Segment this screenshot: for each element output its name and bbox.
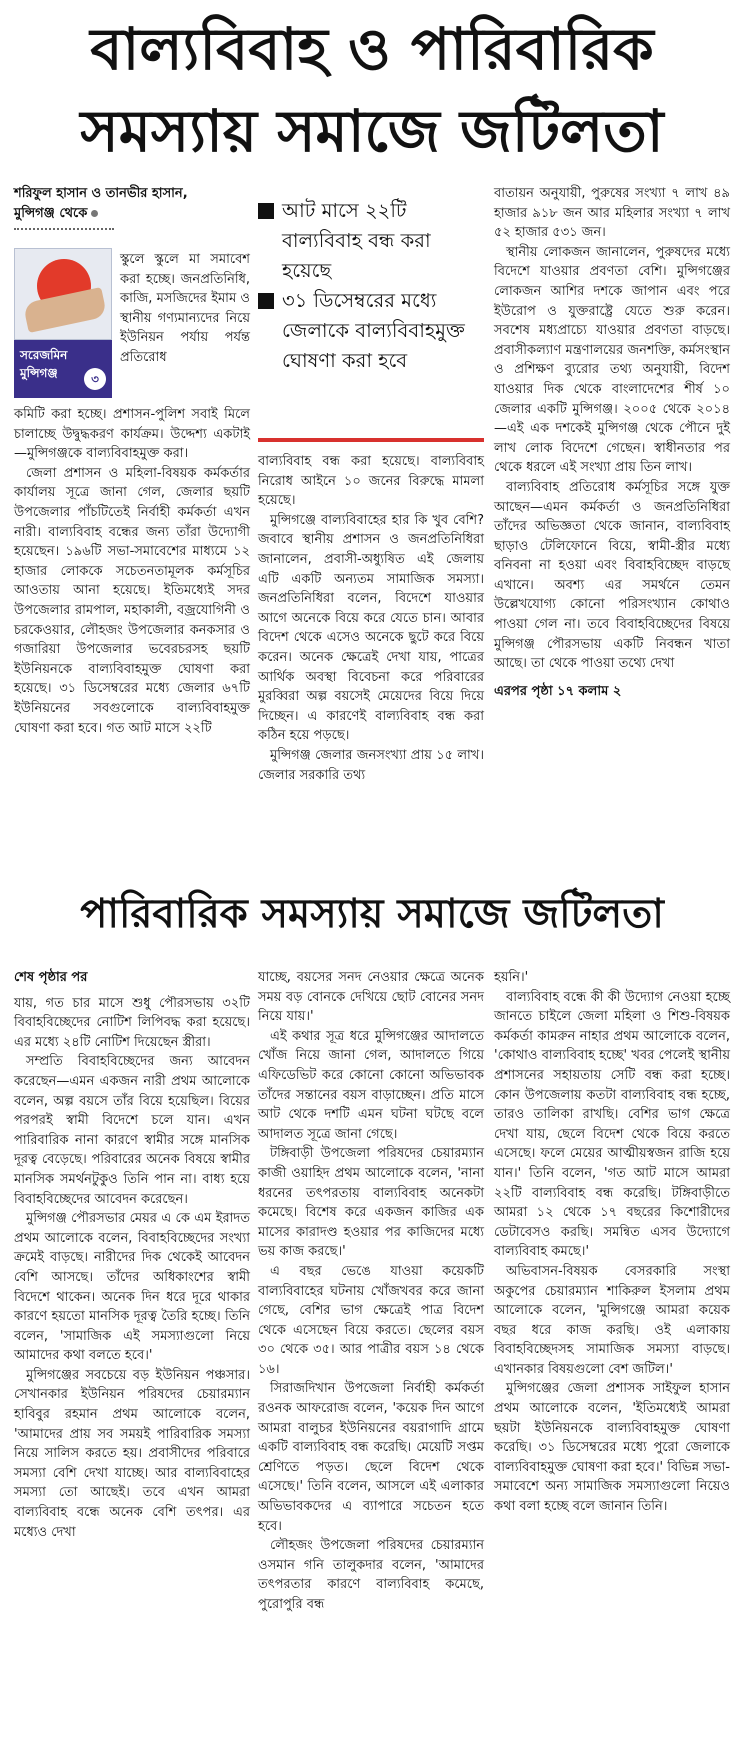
pull-quote-divider: [258, 438, 484, 442]
paragraph: এ বছর ভেঙে যাওয়া কয়েকটি বাল্যবিবাহের ঘটনায় খোঁজখবর করে জানা গেছে, বেশির ভাগ ক্ষেত্রেই পাত্র বিদেশ থেকে এসেছেন বিয়ে করতে। ছেলের বয়স ৩০ থেকে ৩৫। আর পাত্রীর বয়স ১৪ থেকে ১৬।: [258, 1263, 484, 1377]
badge-title: সরেজমিন: [20, 348, 68, 362]
paragraph: বাল্যবিবাহ বন্ধে কী কী উদ্যোগ নেওয়া হচ্ছে জানতে চাইলে জেলা মহিলা ও শিশু-বিষয়ক কর্মকর্তা কামরুন নাহার প্রথম আলোকে বলেন, 'কোথাও বাল্যবিবাহ হচ্ছে' খবর পেলেই স্থানীয় প্রশাসনের সহায়তায় সেটি বন্ধ করা হচ্ছে। কোন উপজেলায় কতটা বাল্যবিবাহ বন্ধ হচ্ছে, তারও তালিকা রাখছি। বেশির ভাগ ক্ষেত্রে দেখা যায়, ছেলে বিদেশ থেকে বিয়ে করতে এসেছে। ফলে মেয়ের আত্মীয়স্বজন রাজি হয়ে যান।' তিনি বলেন, 'গত আট মাসে আমরা ২২টি বাল্যবিবাহ বন্ধ করেছি। টঙ্গিবাড়ীতে আমরা ১২ থেকে ১৭ বছরের কিশোরীদের ডেটাবেসও করছি। সমন্বিত এসব উদ্যোগে বাল্যবিবাহ কমছে।': [494, 989, 730, 1260]
paragraph: বাল্যবিবাহ বন্ধ করা হয়েছে। বাল্যবিবাহ নিরোধ আইনে ১০ জনের বিরুদ্ধে মামলা হয়েছে।: [258, 454, 484, 509]
second-headline: পারিবারিক সমস্যায় সমাজে জটিলতা: [80, 891, 664, 937]
square-bullet-icon: [258, 203, 274, 219]
top-column-2: [258, 452, 484, 785]
paragraph: সম্প্রতি বিবাহবিচ্ছেদের জন্য আবেদন করেছেন—এমন একজন নারী প্রথম আলোকে বলেন, অল্প বয়সে তাঁর বিয়ে হয়েছিল। বিয়ের পরপরই স্বামী বিদেশে চলে যান। এখন পারিবারিক নানা কারণে স্বামীর সঙ্গে মানসিক দূরত্ব বেড়েছে। পরিবারের অনেক বিষয়ে স্বামীর মানসিক সমর্থনটুকুও তিনি পান না। বাধ্য হয়ে বিবাহবিচ্ছেদের আবেদন করেছেন।: [14, 1054, 250, 1207]
series-badge: [14, 248, 112, 398]
paragraph: স্থানীয় লোকজন জানালেন, পুরুষদের মধ্যে বিদেশে যাওয়ার প্রবণতা বেশি। মুন্সিগঞ্জের লোকজন আশির দশকে জাপান এবং পরে ইউরোপ ও যুক্তরাষ্ট্রে যেতে শুরু করেন। সবশেষ মধ্যপ্রাচ্যে যাওয়ার প্রবণতা বাড়ছে। প্রবাসীকল্যাণ মন্ত্রণালয়ের জনশক্তি, কর্মসংস্থান ও প্রশিক্ষণ ব্যুরোর তথ্য অনুযায়ী, বিদেশ যাওয়ার দিক থেকে বাংলাদেশের শীর্ষ ১০ জেলার একটি মুন্সিগঞ্জ। ২০০৫ থেকে ২০১৪—এই এক দশকেই মুন্সিগঞ্জ থেকে পৌনে দুই লাখ লোক বিদেশে গেছেন। স্বাধীনতার পর থেকে ধরলে এই সংখ্যা প্রায় তিন লাখ।: [494, 244, 730, 476]
paragraph: যায়, গত চার মাসে শুধু পৌরসভায় ৩২টি বিবাহবিচ্ছেদের নোটিশ লিপিবদ্ধ করা হয়েছে। এর মধ্যে ২৪টি নোটিশ দিয়েছেন স্ত্রীরা।: [14, 995, 250, 1050]
bullet-icon: [91, 210, 98, 217]
bottom-column-2: [258, 968, 484, 1615]
pull-quote-item-2: ৩১ ডিসেম্বরের মধ্যে জেলাকে বাল্যবিবাহমুক্ত ঘোষণা করা হবে: [258, 286, 484, 376]
pull-quote: [258, 196, 484, 376]
paragraph: জেলা প্রশাসন ও মহিলা-বিষয়ক কর্মকর্তার কার্যালয় সূত্রে জানা গেল, জেলার ছয়টি উপজেলার পাঁচটিতেই নির্বাহী কর্মকর্তা এখন নারী। বাল্যবিবাহ বন্ধের জন্য তাঁরা উদ্যোগী হয়েছেন। ১৯৬টি সভা-সমাবেশের মাধ্যমে ১২ হাজার লোককে সচেতনতামূলক কর্মসূচির আওতায় আনা হয়েছে। ইতিমধ্যেই সদর উপজেলার রামপাল, মহাকালী, বজ্রযোগিনী ও চরকেওয়ার, লৌহজং উপজেলার কনকসার ও গজারিয়া উপজেলার ভবেরচরসহ ছয়টি ইউনিয়নকে বাল্যবিবাহমুক্ত ঘোষণা করা হয়েছে। ৩১ ডিসেম্বরের মধ্যে জেলার ৬৭টি ইউনিয়নের সবগুলোকে বাল্যবিবাহমুক্ত ঘোষণা করা হবে। গত আট মাসে ২২টি: [14, 465, 250, 736]
badge-place: মুন্সিগঞ্জ: [20, 366, 58, 380]
pull-quote-item-1: আট মাসে ২২টি বাল্যবিবাহ বন্ধ করা হয়েছে: [258, 196, 484, 286]
badge-number: ৩: [84, 368, 106, 390]
paragraph: মুন্সিগঞ্জ পৌরসভার মেয়র এ কে এম ইরাদত প্রথম আলোকে বলেন, বিবাহবিচ্ছেদের সংখ্যা ক্রমেই বাড়ছে। নারীদের দিক থেকেই আবেদন বেশি আসছে। তাঁদের অধিকাংশের স্বামী বিদেশে থাকেন। অনেক দিন ধরে দূরে থাকার কারণে হয়তো মানসিক দূরত্ব তৈরি হচ্ছে। তিনি বলেন, 'সামাজিক এই সমস্যাগুলো নিয়ে আমাদের কথা বলতে হবে।': [14, 1211, 250, 1364]
paragraph: লৌহজং উপজেলা পরিষদের চেয়ারম্যান ওসমান গনি তালুকদার বলেন, 'আমাদের তৎপরতার কারণে বাল্যবিবাহ কমেছে, পুরোপুরি বন্ধ: [258, 1538, 484, 1612]
top-column-1: [14, 184, 250, 238]
headline-line-1: বাল্যবিবাহ ও পারিবারিক: [90, 15, 654, 83]
badge-illustration: [14, 248, 112, 340]
top-column-3: [494, 184, 730, 701]
badge-label: [14, 340, 112, 398]
paragraph: বাতায়ন অনুযায়ী, পুরুষের সংখ্যা ৭ লাখ ৪৯ হাজার ৯১৮ জন আর মহিলার সংখ্যা ৭ লাখ ৫২ হাজার ৫৩১ জন।: [494, 186, 730, 241]
byline-authors: শরিফুল হাসান ও তানভীর হাসান,: [14, 186, 188, 201]
paragraph: মুন্সিগঞ্জের জেলা প্রশাসক সাইফুল হাসান প্রথম আলোকে বলেন, 'ইতিমধ্যেই আমরা ছয়টা ইউনিয়নকে বাল্যবিবাহমুক্ত ঘোষণা করেছি। ৩১ ডিসেম্বরের মধ্যে পুরো জেলাকে বাল্যবিবাহমুক্ত ঘোষণা করা হবে।' বিভিন্ন সভা-সমাবেশে অন্য সামাজিক সমস্যাগুলো নিয়েও কথা বলা হচ্ছে বলে জানান তিনি।: [494, 1381, 730, 1515]
intro-wrap-text: স্কুলে স্কুলে মা সমাবেশ করা হচ্ছে। জনপ্রতিনিধি, কাজি, মসজিদের ইমাম ও স্থানীয় গণ্যমান্যদের নিয়ে ইউনিয়ন পর্যায় পর্যন্ত প্রতিরোধ: [120, 252, 250, 365]
byline-place: মুন্সিগঞ্জ থেকে: [14, 206, 88, 221]
top-column-1-body: [14, 405, 250, 738]
paragraph: অভিবাসন-বিষয়ক বেসরকারি সংস্থা অকুপের চেয়ারম্যান শাকিরুল ইসলাম প্রথম আলোকে বলেন, 'মুন্সিগঞ্জে আমরা কয়েক বছর ধরে কাজ করছি। ওই এলাকায় বিবাহবিচ্ছেদসহ সামাজিক সমস্যা বাড়ছে। এখানকার বিষয়গুলো বেশ জটিল।': [494, 1263, 730, 1377]
paragraph: মুন্সিগঞ্জ জেলার জনসংখ্যা প্রায় ১৫ লাখ। জেলার সরকারি তথ্য: [258, 747, 484, 783]
paragraph: এই কথার সূত্র ধরে মুন্সিগঞ্জের আদালতে খোঁজ নিয়ে জানা গেল, আদালতে গিয়ে এফিডেভিট করে কোনো কোনো অভিভাবক তাঁদের সন্তানের বয়স বাড়াচ্ছেন। প্রতি মাসে আট থেকে দশটি এমন ঘটনা ঘটছে বলে আদালত সূত্রে জানা গেছে।: [258, 1028, 484, 1142]
paragraph: যাচ্ছে, বয়সের সনদ নেওয়ার ক্ষেত্রে অনেক সময় বড় বোনকে দেখিয়ে ছোট বোনের সনদ নিয়ে যায়।': [258, 970, 484, 1025]
paragraph: কমিটি করা হচ্ছে। প্রশাসন-পুলিশ সবাই মিলে চালাচ্ছে উদ্বুদ্ধকরণ কার্যক্রম। উদ্দেশ্য একটাই—মুন্সিগঞ্জকে বাল্যবিবাহমুক্ত করা।: [14, 407, 250, 462]
headline-line-2: সমস্যায় সমাজে জটিলতা: [80, 97, 664, 165]
paragraph: টঙ্গিবাড়ী উপজেলা পরিষদের চেয়ারম্যান কাজী ওয়াহিদ প্রথম আলোকে বলেন, 'নানা ধরনের তৎপরতায় বাল্যবিবাহ অনেকটা কমেছে। বিশেষ করে একজন কাজির এক মাসের কারাদণ্ড হওয়ার পর কাজিদের মধ্যে ভয় কাজ করছে।': [258, 1146, 484, 1260]
from-last-page-label: শেষ পৃষ্ঠার পর: [14, 970, 88, 985]
byline-divider: [14, 228, 114, 230]
bottom-column-3: [494, 968, 730, 1517]
byline: [14, 184, 250, 224]
paragraph: হয়নি।': [494, 970, 529, 985]
bottom-column-1: [14, 968, 250, 1542]
paragraph: মুন্সিগঞ্জে বাল্যবিবাহের হার কি খুব বেশি? জবাবে স্থানীয় প্রশাসন ও জনপ্রতিনিধিরা জানালেন, প্রবাসী-অধ্যুষিত এই জেলায় এটি একটি অন্যতম সামাজিক সমস্যা। জনপ্রতিনিধিরা বলেন, বিদেশে যাওয়ার আগে অনেকে বিয়ে করে যেতে চান। আবার বিদেশ থেকে এসেও অনেকে ছুটে করে বিয়ে করেন। অনেক ক্ষেত্রেই দেখা যায়, পাত্রের আর্থিক অবস্থা বিবেচনা করে পরিবারের মুরব্বিরা অল্প বয়সেই মেয়েদের বিয়ে দিয়ে দিচ্ছেন। এ কারণেই বাল্যবিবাহ বন্ধ করা কঠিন হয়ে পড়ছে।: [258, 512, 484, 744]
hand-icon: [23, 287, 107, 333]
continued-note: এরপর পৃষ্ঠা ১৭ কলাম ২: [494, 683, 622, 699]
paragraph: সিরাজদিখান উপজেলা নির্বাহী কর্মকর্তা রওনক আফরোজ বলেন, 'কয়েক দিন আগে আমরা বালুচর ইউনিয়নের বয়রাগাদি গ্রামে একটি বাল্যবিবাহ বন্ধ করেছি। মেয়েটি সপ্তম শ্রেণিতে পড়ত। ছেলে বিদেশ থেকে এসেছে।' তিনি বলেন, আসলে এই এলাকার অভিভাবকদের এ ব্যাপারে সচেতন হতে হবে।: [258, 1381, 484, 1534]
square-bullet-icon: [258, 293, 274, 309]
paragraph: বাল্যবিবাহ প্রতিরোধ কর্মসূচির সঙ্গে যুক্ত আছেন—এমন কর্মকর্তা ও জনপ্রতিনিধিরা তাঁদের অভিজ্ঞতা থেকে জানান, বাল্যবিবাহ ছাড়াও টেলিফোনে বিয়ে, স্বামী-স্ত্রীর মধ্যে বনিবনা না হওয়া এবং বিবাহবিচ্ছেদ বাড়ছে এখানে। অবশ্য এর সমর্থনে তেমন উল্লেখযোগ্য কোনো পরিসংখ্যান কোথাও পাওয়া গেল না। তবে বিবাহবিচ্ছেদের বিষয়ে মুন্সিগঞ্জ পৌরসভায় একটি নিবন্ধন খাতা আছে। তা থেকে পাওয়া তথ্যে দেখা: [494, 479, 730, 672]
paragraph: মুন্সিগঞ্জের সবচেয়ে বড় ইউনিয়ন পঞ্চসার। সেখানকার ইউনিয়ন পরিষদের চেয়ারম্যান হাবিবুর রহমান প্রথম আলোকে বলেন, 'আমাদের প্রায় সব সময়ই পারিবারিক সমস্যা নিয়ে সালিস করতে হয়। প্রবাসীদের পরিবারে সমস্যা বেশি দেখা যাচ্ছে। আর বাল্যবিবাহের সমস্যা তো আছেই। তবে এখন আমরা বাল্যবিবাহ বন্ধে অনেক বেশি তৎপর। এর মধ্যেও দেখা: [14, 1367, 250, 1540]
